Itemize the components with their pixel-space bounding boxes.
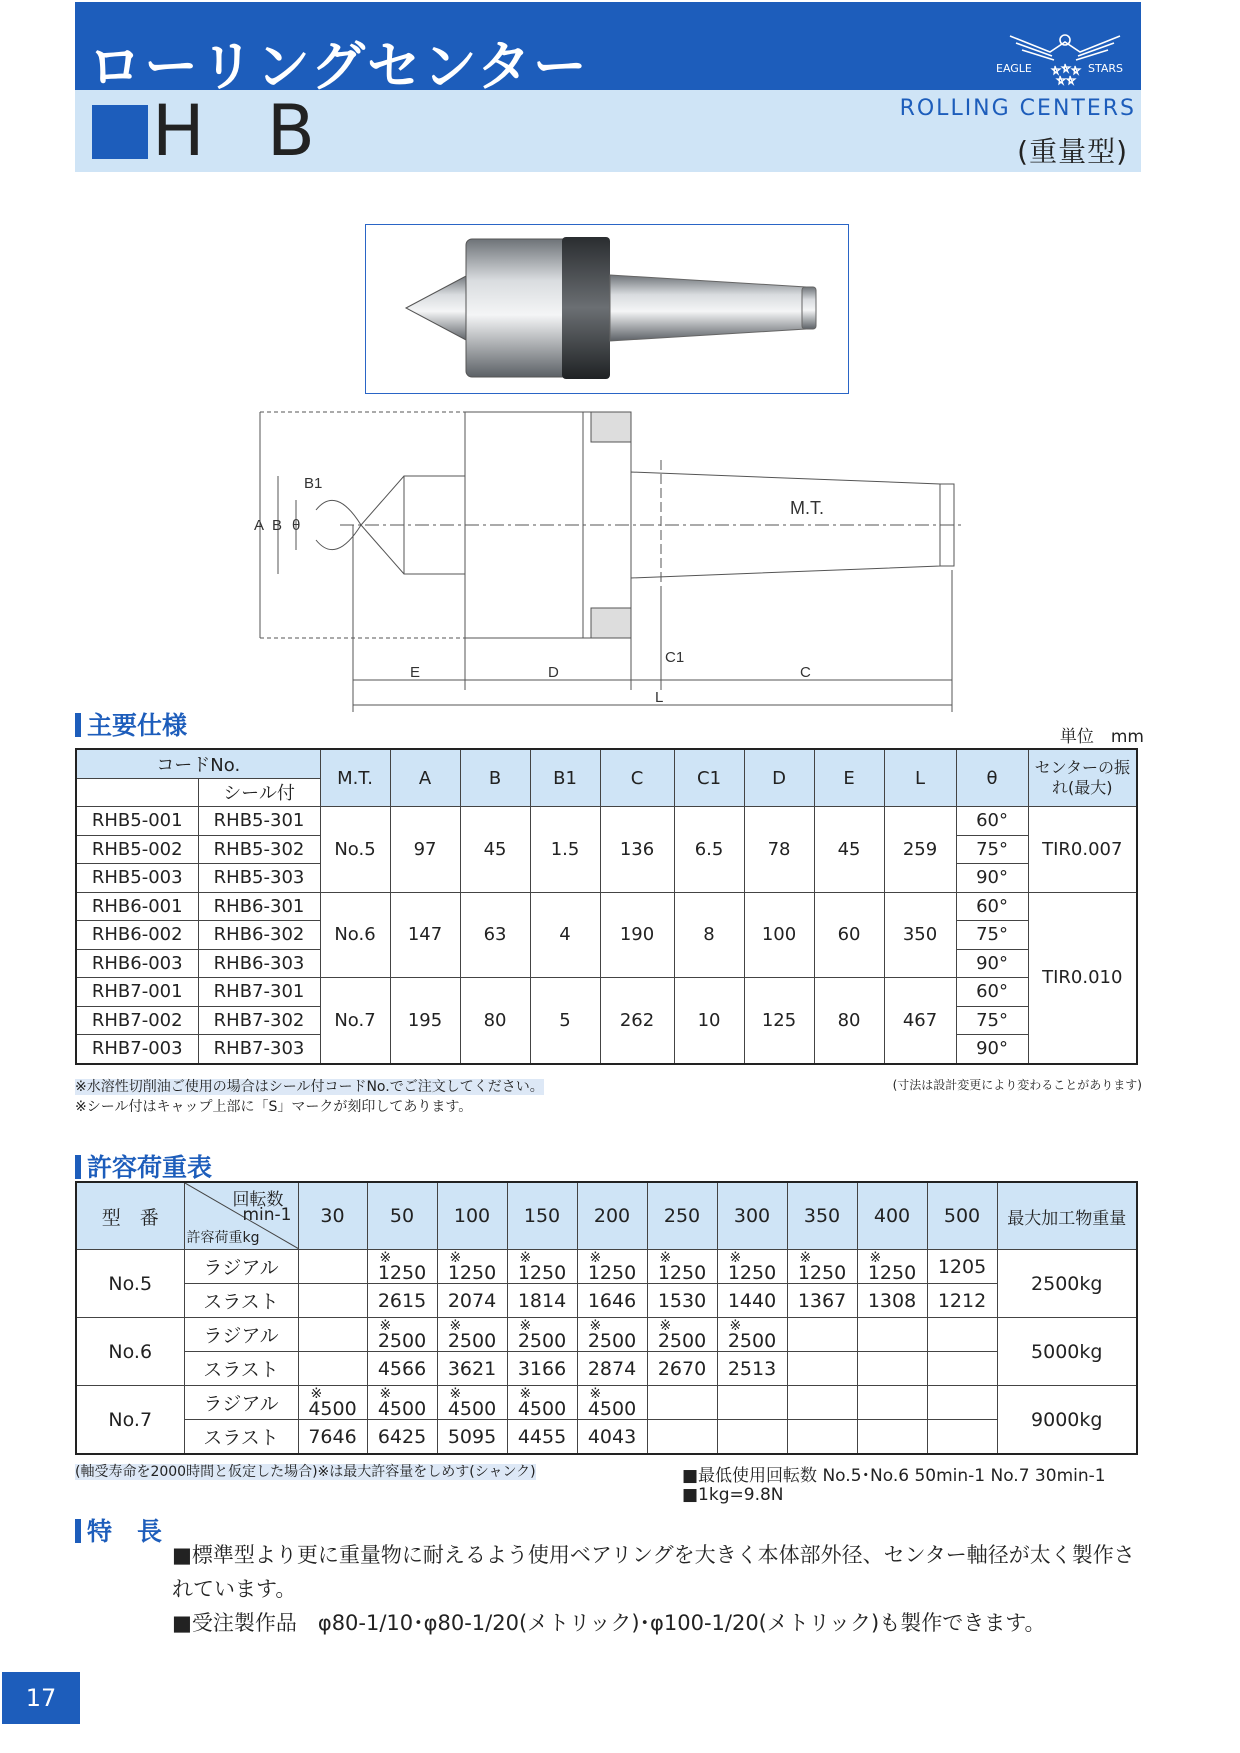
table-row: RHB5-002 RHB5-302 75° <box>76 835 1137 864</box>
header-model: 型 番 <box>76 1182 184 1250</box>
header-speed: 回転数 <box>232 1190 284 1210</box>
radial-value <box>298 1318 367 1352</box>
feature-item: ■受注製作品 φ80-1/10･φ80-1/20(メトリック)･φ100-1/20(メトリック)も製作できます。 <box>172 1611 1046 1635</box>
model-cell: No.5 <box>76 1250 184 1318</box>
english-title: ROLLING CENTERS <box>899 96 1136 121</box>
radial-value <box>367 1250 437 1284</box>
radial-label: ラジアル <box>184 1318 298 1352</box>
radial-value <box>298 1250 367 1284</box>
thrust-value: 1440 <box>717 1284 787 1318</box>
thrust-value: 1308 <box>857 1284 927 1318</box>
radial-number: 1250 <box>587 1261 637 1284</box>
product-photo-illustration <box>366 225 847 392</box>
table-row: RHB7-002 RHB7-302 75° <box>76 1006 1137 1035</box>
thrust-value: 2615 <box>367 1284 437 1318</box>
model-square-icon <box>92 105 148 159</box>
radial-value <box>717 1318 787 1352</box>
thrust-value: 1530 <box>647 1284 717 1318</box>
label-b1: B1 <box>304 475 323 492</box>
radial-value <box>787 1386 857 1420</box>
max-mark: ※ <box>869 1249 882 1266</box>
product-photo-frame <box>365 224 849 394</box>
table-row <box>76 1352 1137 1386</box>
header-load: 許容荷重kg <box>186 1230 260 1246</box>
section-bar-icon <box>75 1519 81 1543</box>
thrust-value: 2874 <box>577 1352 647 1386</box>
table-row <box>76 1420 1137 1455</box>
max-mark: ※ <box>379 1249 392 1266</box>
thrust-value: 4043 <box>577 1420 647 1455</box>
radial-number: 1250 <box>517 1261 567 1284</box>
section-bar-icon <box>75 1155 81 1179</box>
features-section-title: 特 長 <box>75 1512 162 1548</box>
unit-label: 単位 mm <box>1059 727 1144 747</box>
label-c1: C1 <box>665 649 685 666</box>
radial-value <box>717 1250 787 1284</box>
radial-value <box>717 1386 787 1420</box>
thrust-value: 2513 <box>717 1352 787 1386</box>
thrust-value: 1212 <box>927 1284 997 1318</box>
max-weight-cell: 5000kg <box>997 1318 1137 1386</box>
radial-value <box>577 1318 647 1352</box>
table-row: RHB5-003 RHB5-303 90° <box>76 864 1137 893</box>
radial-label: ラジアル <box>184 1386 298 1420</box>
logo-text-left: EAGLE <box>996 62 1032 75</box>
radial-number: 1250 <box>377 1261 427 1284</box>
thrust-value: 3621 <box>437 1352 507 1386</box>
radial-value <box>927 1250 997 1284</box>
page-title: ローリングセンター <box>88 35 589 98</box>
table-row: RHB5-001 RHB5-301 No.5 97 45 1.5 136 6.5 78 45 259 60° TIR0.007 <box>76 807 1137 836</box>
radial-value <box>857 1250 927 1284</box>
label-mt: M.T. <box>790 498 824 518</box>
load-table: 型 番 回転数 min-1 許容荷重kg 30 50 100 150 200 250 300 350 400 500 最大加工物重量 No.5 ラジアル ※ 1250 ※ 1250 ※ 1250 ※ 1250 ※ 1250 ※ 1250 ※ 1250 ※ 1250 1205 2500kg スラスト 2615 2074 1814 1646 1530 1440 1367 1308 1212 No.6 ラジアル ※ 2500 ※ 2500 ※ 2500 ※ 2500 ※ 2500 ※ 2500 5000kg スラスト 4566 3621 3166 2874 2670 2513 No.7 ラジアル ※ 4500 ※ 4500 ※ 4500 ※ 4500 ※ 4500 9000kg スラスト 7646 6425 5095 4455 4043 <box>75 1181 1138 1455</box>
table-row: RHB6-003 RHB6-303 90° <box>76 949 1137 978</box>
radial-value <box>437 1386 507 1420</box>
thrust-value: 4455 <box>507 1420 577 1455</box>
max-mark: ※ <box>379 1385 392 1402</box>
radial-value <box>367 1318 437 1352</box>
thrust-value: 2670 <box>647 1352 717 1386</box>
thrust-value <box>298 1352 367 1386</box>
spec-note-2: ※シール付はキャップ上部に「S」マークが刻印してあります。 <box>75 1099 473 1115</box>
radial-value <box>437 1250 507 1284</box>
eagle-stars-logo-icon <box>1000 26 1130 88</box>
radial-number: 2500 <box>587 1329 637 1352</box>
radial-value <box>507 1250 577 1284</box>
thrust-value: 2074 <box>437 1284 507 1318</box>
header-l: L <box>884 749 956 807</box>
features-list <box>172 1538 1152 1640</box>
thrust-value: 1646 <box>577 1284 647 1318</box>
radial-value <box>577 1386 647 1420</box>
table-row: RHB6-001 RHB6-301 No.6 147 63 4 190 8 100 60 350 60° TIR0.010 <box>76 892 1137 921</box>
thrust-value: 1367 <box>787 1284 857 1318</box>
radial-number: 2500 <box>517 1329 567 1352</box>
radial-number: 1250 <box>447 1261 497 1284</box>
page-number: 17 <box>2 1672 80 1724</box>
thrust-value <box>298 1284 367 1318</box>
header-theta: θ <box>956 749 1028 807</box>
spec-note-right: (寸法は設計変更により変わることがあります) <box>892 1078 1142 1092</box>
table-row: RHB7-003 RHB7-303 90° <box>76 1035 1137 1064</box>
max-mark: ※ <box>310 1385 323 1402</box>
label-d: D <box>548 664 559 681</box>
logo-text-right: STARS <box>1088 62 1123 75</box>
table-row <box>76 1386 1137 1420</box>
max-mark: ※ <box>589 1317 602 1334</box>
max-mark: ※ <box>449 1385 462 1402</box>
thrust-value: 1814 <box>507 1284 577 1318</box>
header-a: A <box>390 749 460 807</box>
radial-number: 1205 <box>937 1255 987 1278</box>
thrust-value: 5095 <box>437 1420 507 1455</box>
header-seal: シール付 <box>198 778 320 807</box>
radial-value <box>857 1386 927 1420</box>
max-mark: ※ <box>449 1317 462 1334</box>
header-code: コードNo. <box>76 749 320 778</box>
load-note-right-2: ■1kg=9.8N <box>682 1485 784 1505</box>
radial-value <box>787 1318 857 1352</box>
table-row: RHB6-002 RHB6-302 75° <box>76 921 1137 950</box>
thrust-value <box>787 1352 857 1386</box>
radial-value <box>577 1250 647 1284</box>
radial-number: 1250 <box>867 1261 917 1284</box>
max-mark: ※ <box>379 1317 392 1334</box>
header-d: D <box>744 749 814 807</box>
radial-number: 1250 <box>727 1261 777 1284</box>
thrust-value <box>647 1420 717 1455</box>
section-bar-icon <box>75 713 81 737</box>
header-speed-unit: min-1 <box>242 1205 292 1225</box>
radial-value <box>787 1250 857 1284</box>
max-weight-cell: 2500kg <box>997 1250 1137 1318</box>
label-a: A <box>254 517 265 534</box>
radial-number: 1250 <box>797 1261 847 1284</box>
radial-number: 4500 <box>377 1397 427 1420</box>
thrust-value <box>927 1420 997 1455</box>
spec-section-title: 主要仕様 <box>75 706 187 742</box>
radial-value <box>927 1386 997 1420</box>
thrust-value <box>927 1352 997 1386</box>
label-e: E <box>410 664 421 681</box>
radial-value <box>927 1318 997 1352</box>
load-section-title: 許容荷重表 <box>75 1148 212 1184</box>
radial-number: 4500 <box>587 1397 637 1420</box>
max-mark: ※ <box>589 1249 602 1266</box>
load-note-right-1: ■最低使用回転数 No.5･No.6 50min-1 No.7 30min-1 <box>682 1466 1106 1486</box>
thrust-value <box>857 1420 927 1455</box>
label-theta: θ <box>292 517 301 534</box>
radial-value <box>437 1318 507 1352</box>
model-cell: No.6 <box>76 1318 184 1386</box>
radial-value <box>857 1318 927 1352</box>
header-runout: センターの振れ(最大) <box>1028 749 1137 807</box>
thrust-label: スラスト <box>184 1352 298 1386</box>
radial-number: 1250 <box>657 1261 707 1284</box>
table-row <box>76 1284 1137 1318</box>
max-mark: ※ <box>729 1317 742 1334</box>
radial-number: 2500 <box>727 1329 777 1352</box>
model-title: H B <box>152 90 335 172</box>
radial-number: 2500 <box>657 1329 707 1352</box>
max-weight-cell: 9000kg <box>997 1386 1137 1455</box>
table-row <box>76 1250 1137 1284</box>
max-mark: ※ <box>729 1249 742 1266</box>
load-note-left: (軸受寿命を2000時間と仮定した場合)※は最大許容量をしめす(シャンク) <box>75 1464 536 1480</box>
header-b: B <box>460 749 530 807</box>
max-mark: ※ <box>799 1249 812 1266</box>
header-mt: M.T. <box>320 749 390 807</box>
radial-value <box>298 1386 367 1420</box>
max-mark: ※ <box>519 1249 532 1266</box>
spec-table <box>75 748 1138 1065</box>
radial-value <box>647 1386 717 1420</box>
radial-value <box>647 1250 717 1284</box>
label-l: L <box>655 689 664 706</box>
thrust-value <box>717 1420 787 1455</box>
radial-number: 4500 <box>447 1397 497 1420</box>
header-max-weight: 最大加工物重量 <box>997 1182 1137 1250</box>
table-row <box>76 1318 1137 1352</box>
type-subtitle: (重量型) <box>1017 135 1128 168</box>
radial-value <box>507 1318 577 1352</box>
radial-number: 4500 <box>517 1397 567 1420</box>
max-mark: ※ <box>449 1249 462 1266</box>
radial-label: ラジアル <box>184 1250 298 1284</box>
header-diagonal-cell <box>184 1182 298 1250</box>
thrust-value: 3166 <box>507 1352 577 1386</box>
radial-number: 2500 <box>447 1329 497 1352</box>
label-b: B <box>272 517 283 534</box>
label-c: C <box>800 664 811 681</box>
radial-value <box>647 1318 717 1352</box>
thrust-value: 4566 <box>367 1352 437 1386</box>
radial-value <box>507 1386 577 1420</box>
radial-number: 2500 <box>377 1329 427 1352</box>
technical-drawing <box>240 400 980 720</box>
thrust-value <box>857 1352 927 1386</box>
thrust-value: 7646 <box>298 1420 367 1455</box>
feature-item: ■標準型より更に重量物に耐えるよう使用ベアリングを大きく本体部外径、センター軸径が太く製作されています。 <box>172 1543 1135 1601</box>
header-b1: B1 <box>530 749 600 807</box>
max-mark: ※ <box>589 1385 602 1402</box>
max-mark: ※ <box>519 1385 532 1402</box>
max-mark: ※ <box>659 1249 672 1266</box>
header-c: C <box>600 749 674 807</box>
radial-value <box>367 1386 437 1420</box>
max-mark: ※ <box>519 1317 532 1334</box>
header-e: E <box>814 749 884 807</box>
header-c1: C1 <box>674 749 744 807</box>
model-cell: No.7 <box>76 1386 184 1455</box>
thrust-value <box>787 1420 857 1455</box>
max-mark: ※ <box>659 1317 672 1334</box>
thrust-label: スラスト <box>184 1284 298 1318</box>
table-row: RHB7-001 RHB7-301 No.7 195 80 5 262 10 125 80 467 60° <box>76 978 1137 1007</box>
thrust-value: 6425 <box>367 1420 437 1455</box>
radial-number: 4500 <box>308 1397 357 1420</box>
spec-note-1: ※水溶性切削油ご使用の場合はシール付コードNo.でご注文してください。 <box>75 1079 544 1095</box>
thrust-label: スラスト <box>184 1420 298 1455</box>
